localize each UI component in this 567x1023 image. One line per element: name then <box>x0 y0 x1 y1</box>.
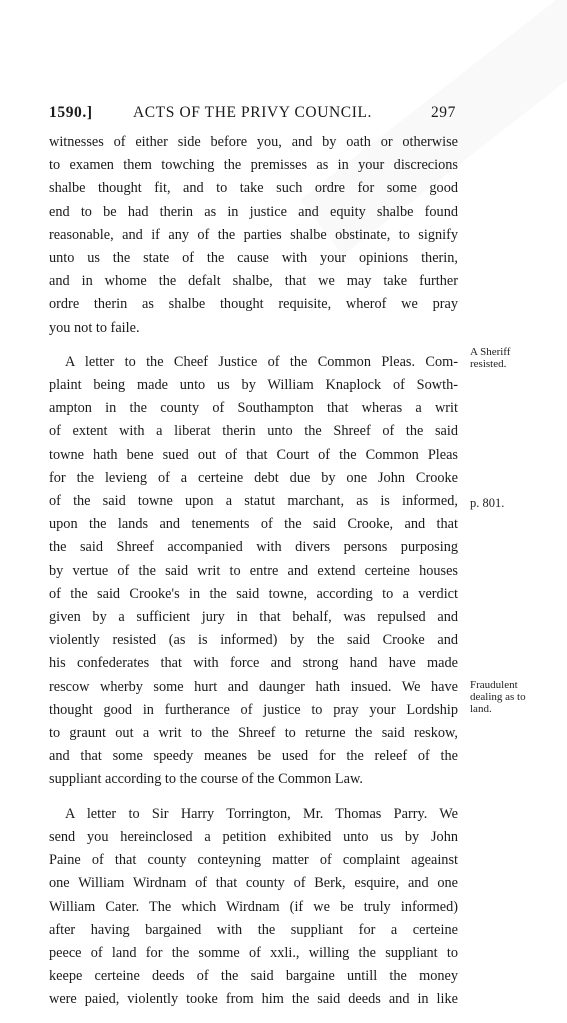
text-line: A letter to the Cheef Justice of the Common Pleas. Com- <box>65 353 458 370</box>
text-line: ampton in the county of Southampton that wheras a writ <box>49 400 458 417</box>
text-line: peece of land for the somme of xxli., willing the suppliant to <box>49 944 458 961</box>
marginal-note-fraudulent <box>470 679 526 715</box>
text-line: and in whome the defalt shalbe, that we may take further <box>49 273 458 290</box>
running-header <box>49 104 456 126</box>
text-line: shalbe thought fit, and to take such ordre for some good <box>49 180 458 197</box>
text-line: A letter to Sir Harry Torrington, Mr. Thomas Parry. We <box>65 805 458 822</box>
text-line: to examen them towching the premisses as in your discrecions <box>49 157 458 174</box>
text-line: suppliant according to the course of the Common Law. <box>49 771 363 788</box>
marginal-page-reference: p. 801. <box>470 496 505 510</box>
paragraph-3 <box>49 803 458 1012</box>
text-line: William Cater. The which Wirdnam (if we be truly informed) <box>49 898 458 915</box>
text-line: unto us the state of the cause with your opinions therin, <box>49 250 458 267</box>
text-line: were paied, violently tooke from him the said deeds and in like <box>49 991 458 1008</box>
text-line: ordre therin as shalbe thought requisite, wherof we pray <box>49 296 458 313</box>
text-line: one William Wirdnam of that county of Berk, esquire, and one <box>49 875 458 892</box>
text-line: of the said Crooke's in the said towne, according to a verdict <box>49 585 458 602</box>
text-line: Paine of that county conteyning matter of complaint ageainst <box>49 852 458 869</box>
page-number: 297 <box>430 104 456 121</box>
paragraph-1 <box>49 131 458 340</box>
text-line: towne hath bene sued out of that Court of the Common Pleas <box>49 446 458 463</box>
paragraph-2 <box>49 351 458 792</box>
text-line: the said Shreef accompanied with divers persons purposing <box>49 539 458 556</box>
text-line: to graunt out a writ to the Shreef to returne the said reskow, <box>49 725 458 742</box>
text-line: of the said towne upon a statut marchant, as is informed, <box>49 493 458 510</box>
body-text <box>49 131 458 1023</box>
marginal-line: Fraudulent <box>470 679 518 691</box>
text-line: you not to faile. <box>49 319 140 336</box>
text-line: witnesses of either side before you, and by oath or otherwise <box>49 134 458 150</box>
marginal-line: A Sheriff <box>470 346 511 358</box>
marginal-line: dealing as to <box>470 691 526 703</box>
header-year: 1590.] <box>49 104 93 121</box>
text-line: keepe certeine deeds of the said bargaine untill the money <box>49 968 458 985</box>
text-line: violently resisted (as is informed) by the said Crooke and <box>49 632 458 649</box>
text-line: rescow wherby some hurt and daunger hath insued. We have <box>49 678 458 695</box>
text-line: end to be had therin as in justice and equity shalbe found <box>49 203 458 220</box>
text-line: send you hereinclosed a petition exhibited unto us by John <box>49 828 458 845</box>
marginal-line: resisted. <box>470 358 507 370</box>
text-line: thought good in furtherance of justice to pray your Lordship <box>49 701 458 718</box>
text-line: by vertue of the said writ to entre and extend certeine houses <box>49 562 458 579</box>
text-line: plaint being made unto us by William Knaplock of Sowth- <box>49 377 458 394</box>
text-line: for the levieng of a certeine debt due by one John Crooke <box>49 469 458 486</box>
text-line: after having bargained with the suppliant for a certeine <box>49 921 458 938</box>
header-title: ACTS OF THE PRIVY COUNCIL. <box>132 104 373 121</box>
text-line: given by a sufficient jury in that behalf, was repulsed and <box>49 609 458 626</box>
text-line: his confederates that with force and strong hand have made <box>49 655 458 672</box>
text-line: reasonable, and if any of the parties shalbe obstinate, to signify <box>49 226 458 243</box>
marginal-line: land. <box>470 703 492 715</box>
text-line: upon the lands and tenements of the said Crooke, and that <box>49 516 458 533</box>
text-line: of extent with a liberat therin unto the Shreef of the said <box>49 423 458 440</box>
text-line: and that some speedy meanes be used for the releef of the <box>49 748 458 765</box>
marginal-note-sheriff <box>470 346 510 370</box>
